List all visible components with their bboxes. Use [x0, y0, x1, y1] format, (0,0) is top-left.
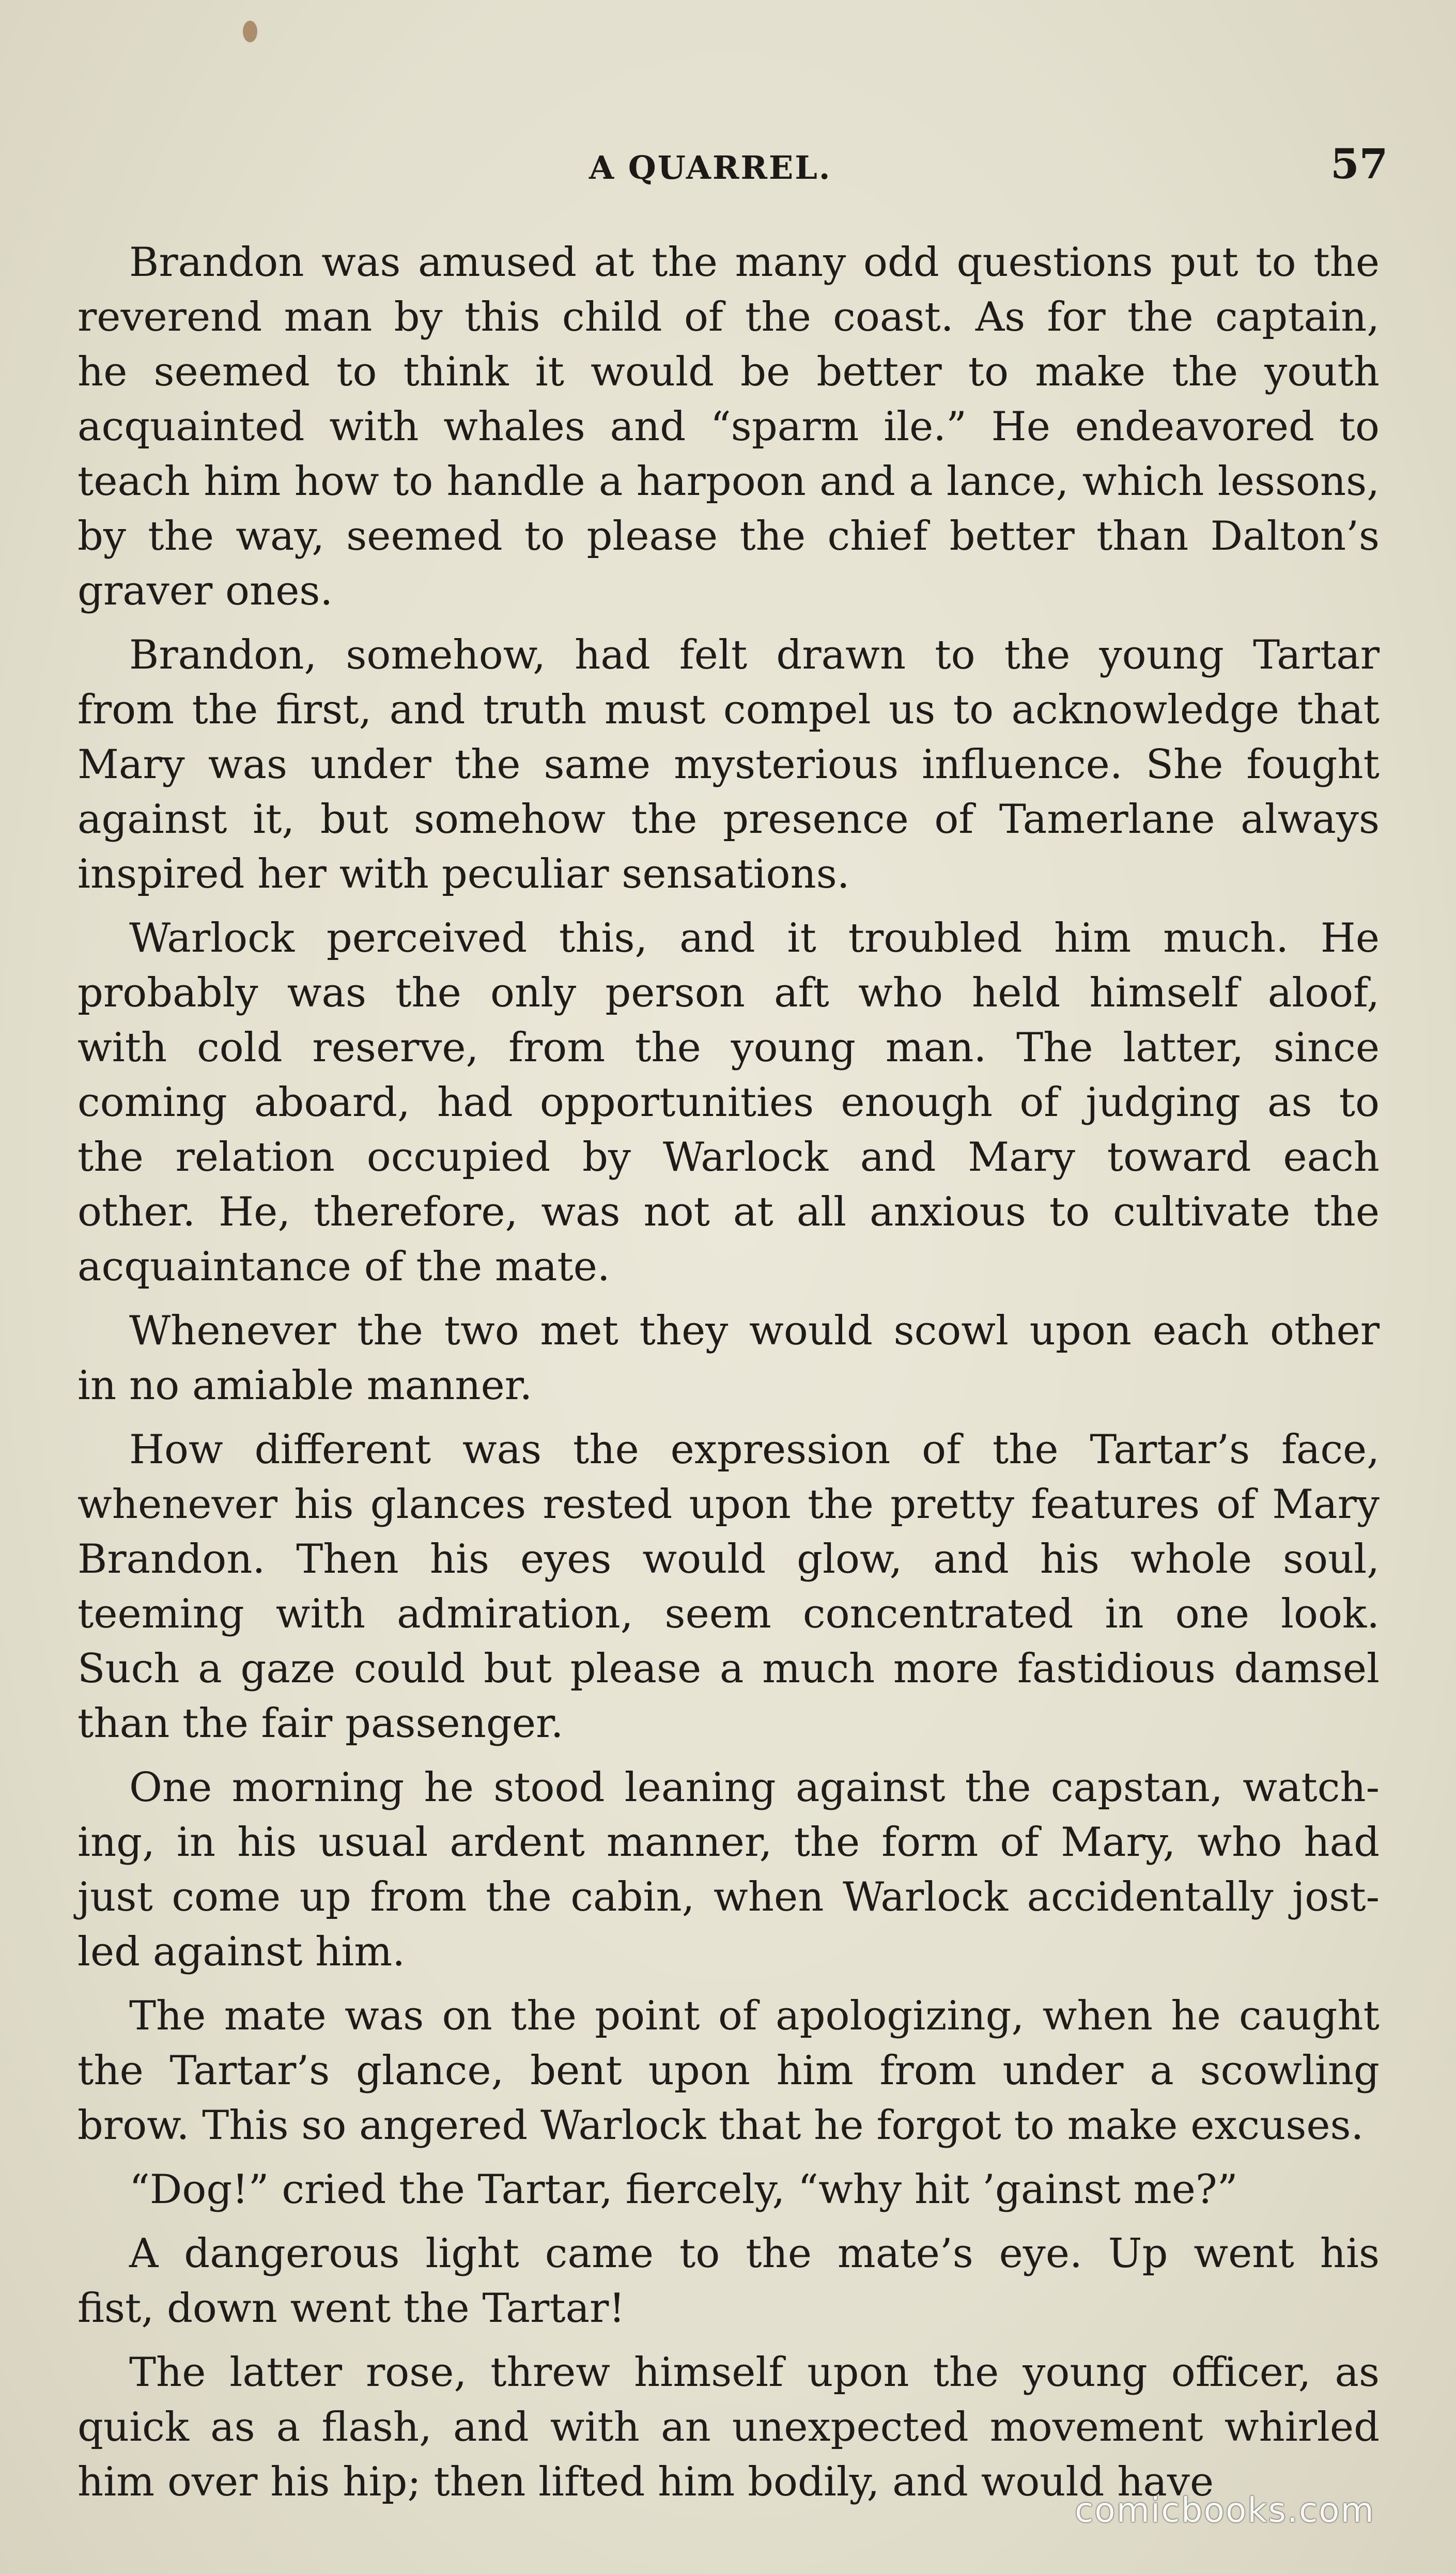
text-line: him over his hip; then lifted him bodily, and would have: [78, 2459, 1214, 2505]
text-line: Mary was under the same mysterious influence. She fought: [78, 741, 1380, 788]
page-header: [0, 139, 1456, 191]
text-line: acquaintance of the mate.: [78, 1244, 610, 1290]
text-line: whenever his glances rested upon the pretty features of Mary: [78, 1481, 1380, 1528]
text-line: he seemed to think it would be better to make the youth: [78, 349, 1380, 395]
text-line: graver ones.: [78, 568, 333, 614]
text-line: quick as a flash, and with an unexpected movement whirled: [78, 2404, 1380, 2451]
text-line: the relation occupied by Warlock and Mary toward each: [78, 1134, 1380, 1181]
paragraph: [78, 911, 1380, 1294]
text-line: How different was the expression of the Tartar’s face,: [129, 1426, 1380, 1473]
text-line: teeming with admiration, seem concentrated in one look.: [78, 1591, 1380, 1637]
text-line: Whenever the two met they would scowl upon each other: [129, 1308, 1380, 1354]
paragraph: [78, 2226, 1380, 2336]
text-line: led against him.: [78, 1929, 406, 1975]
paragraph: [78, 1760, 1380, 1979]
paragraph: [78, 2345, 1380, 2509]
text-line: reverend man by this child of the coast. As for the captain,: [78, 294, 1380, 340]
text-line: Brandon was amused at the many odd questions put to the: [129, 239, 1380, 286]
text-line: fist, down went the Tartar!: [78, 2285, 625, 2332]
text-line: other. He, therefore, was not at all anxious to cultivate the: [78, 1189, 1380, 1235]
paragraph: [78, 628, 1380, 902]
text-line: acquainted with whales and “sparm ile.” He endeavored to: [78, 404, 1380, 450]
body-text: [78, 235, 1380, 2519]
text-line: probably was the only person aft who held himself aloof,: [78, 970, 1380, 1016]
text-line: ing, in his usual ardent manner, the form of Mary, who had: [78, 1819, 1380, 1866]
paragraph: [78, 1989, 1380, 2153]
text-line: coming aboard, had opportunities enough of judging as to: [78, 1079, 1380, 1126]
text-line: brow. This so angered Warlock that he forgot to make excuses.: [78, 2102, 1364, 2149]
text-line: just come up from the cabin, when Warlock accidentally jost-: [78, 1874, 1380, 1920]
text-line: with cold reserve, from the young man. The latter, since: [78, 1025, 1380, 1071]
text-line: from the first, and truth must compel us to acknowledge that: [78, 687, 1380, 733]
text-line: against it, but somehow the presence of Tamerlane always: [78, 796, 1380, 843]
text-line: “Dog!” cried the Tartar, fiercely, “why hit ’gainst me?”: [129, 2166, 1238, 2213]
text-line: in no amiable manner.: [78, 1362, 533, 1409]
page-number: 57: [1330, 139, 1388, 188]
text-line: Brandon. Then his eyes would glow, and his whole soul,: [78, 1536, 1380, 1583]
text-line: The latter rose, threw himself upon the young officer, as: [129, 2349, 1380, 2396]
text-line: A dangerous light came to the mate’s eye. Up went his: [129, 2230, 1380, 2277]
running-head: A QUARREL.: [589, 149, 832, 187]
watermark: comicbooks.com: [1075, 2490, 1375, 2530]
text-line: The mate was on the point of apologizing, when he caught: [129, 1993, 1380, 2039]
text-line: inspired her with peculiar sensations.: [78, 851, 850, 897]
text-line: than the fair passenger.: [78, 1700, 564, 1747]
text-line: Brandon, somehow, had felt drawn to the young Tartar: [129, 632, 1380, 678]
text-line: by the way, seemed to please the chief better than Dalton’s: [78, 513, 1380, 560]
paragraph: [78, 235, 1380, 618]
page-stain: [243, 21, 257, 42]
text-line: Warlock perceived this, and it troubled him much. He: [129, 915, 1380, 962]
text-line: One morning he stood leaning against the capstan, watch-: [129, 1764, 1380, 1811]
paragraph: [78, 1304, 1380, 1413]
text-line: teach him how to handle a harpoon and a lance, which lessons,: [78, 458, 1380, 505]
paragraph: [78, 2162, 1380, 2217]
text-line: Such a gaze could but please a much more fastidious damsel: [78, 1646, 1380, 1692]
paragraph: [78, 1422, 1380, 1751]
text-line: the Tartar’s glance, bent upon him from under a scowling: [78, 2048, 1380, 2094]
